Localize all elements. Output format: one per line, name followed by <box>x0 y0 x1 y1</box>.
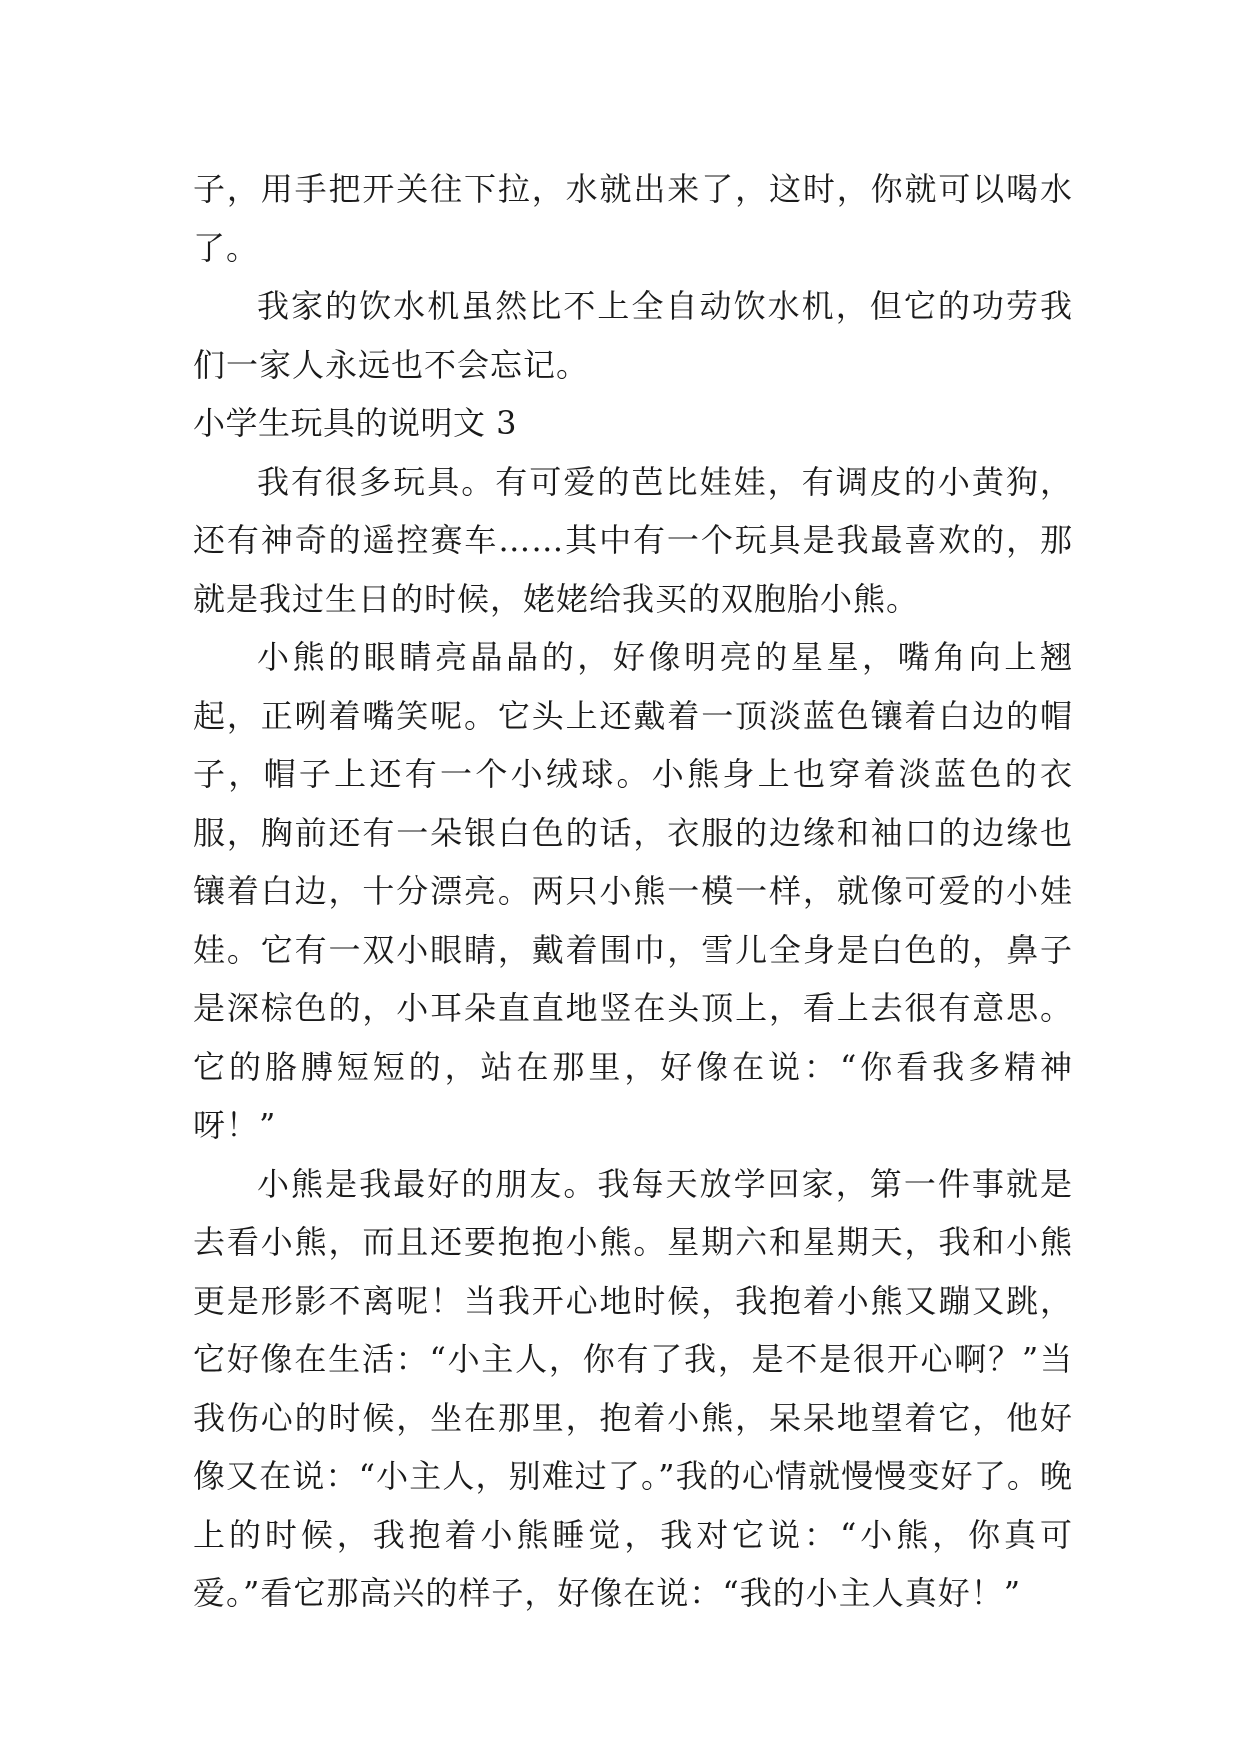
section-heading: 小学生玩具的说明文 3 <box>193 404 518 442</box>
paragraph-continuation: 子，用手把开关往下拉，水就出来了，这时，你就可以喝水了。 <box>193 170 1073 267</box>
paragraph-bear-friend: 小熊是我最好的朋友。我每天放学回家，第一件事就是去看小熊，而且还要抱抱小熊。星期六和星期天，我和小熊更是形影不离呢！当我开心地时候，我抱着小熊又蹦又跳，它好像在生活：“小主人，你有了我，是不是很开心啊？”当我伤心的时候，坐在那里，抱着小熊，呆呆地望着它，他好像又在说：“小主人，别难过了。”我的心情就慢慢变好了。晚上的时候，我抱着小熊睡觉，我对它说：“小熊，你真可爱。”看它那高兴的样子，好像在说：“我的小主人真好！” <box>193 1164 1073 1612</box>
paragraph-toys-intro: 我有很多玩具。有可爱的芭比娃娃，有调皮的小黄狗，还有神奇的遥控赛车……其中有一个玩具是我最喜欢的，那就是我过生日的时候，姥姥给我买的双胞胎小熊。 <box>193 462 1073 618</box>
paragraph-bear-description: 小熊的眼睛亮晶晶的，好像明亮的星星，嘴角向上翘起，正咧着嘴笑呢。它头上还戴着一顶淡蓝色镶着白边的帽子，帽子上还有一个小绒球。小熊身上也穿着淡蓝色的衣服，胸前还有一朵银白色的话，衣服的边缘和袖口的边缘也镶着白边，十分漂亮。两只小熊一模一样，就像可爱的小娃娃。它有一双小眼睛，戴着围巾，雪儿全身是白色的，鼻子是深棕色的，小耳朵直直地竖在头顶上，看上去很有意思。它的胳膊短短的，站在那里，好像在说：“你看我多精神呀！” <box>193 638 1073 1144</box>
paragraph-water-dispenser-conclusion: 我家的饮水机虽然比不上全自动饮水机，但它的功劳我们一家人永远也不会忘记。 <box>193 287 1073 384</box>
document-body <box>193 160 1073 1623</box>
